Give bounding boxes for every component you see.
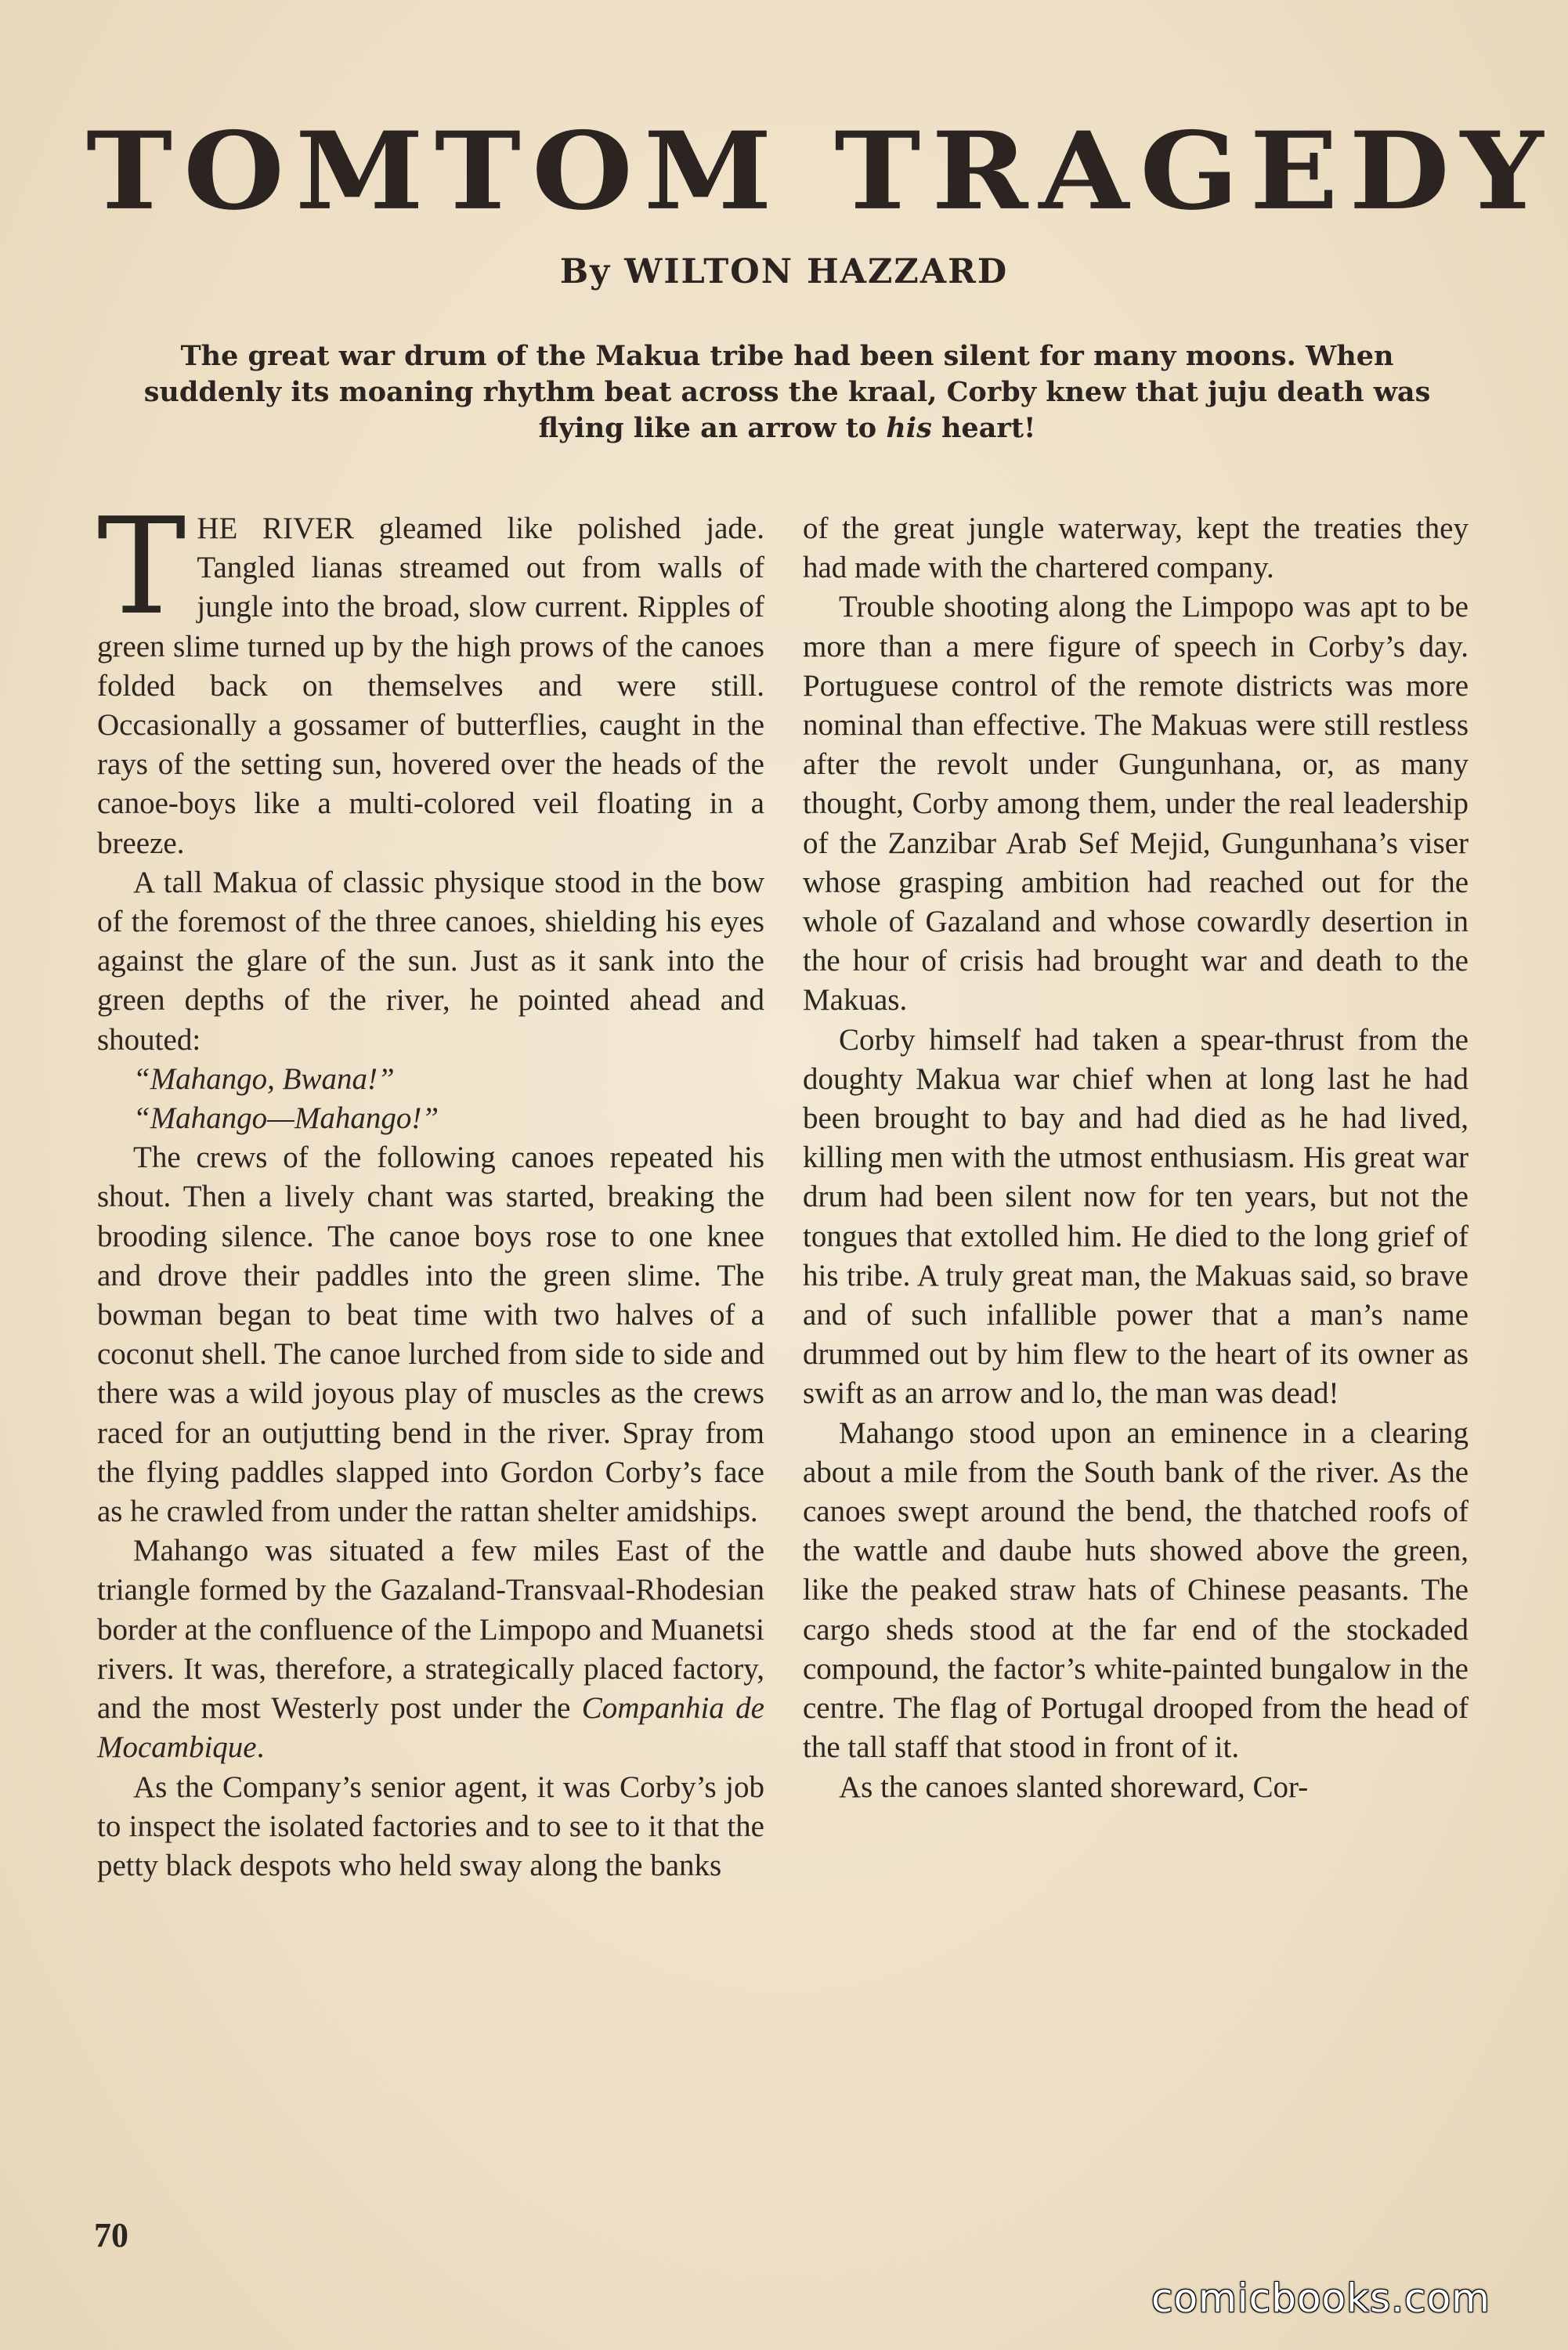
paragraph: of the great jungle waterway, kept the treaties they had made with the chartered company. [803,512,1469,585]
paragraph [97,490,764,863]
paragraph-text-end: . [256,1730,265,1765]
paragraph: A tall Makua of classic physique stood in the bow of the foremost of the three canoes, shielding his eyes against the glare of the sun. Just as it sank into the green depths of the river, he pointed ahead and shouted: [97,865,764,1057]
paragraph: As the Company’s senior agent, it was Corby’s job to inspect the isolated factories and to see to it that the petty black despots who held sway along the banks [97,1770,764,1882]
right-column [803,509,1469,1807]
company-name: Companhia de Mocambique [97,1691,764,1765]
byline-prefix: By [559,252,612,291]
dialogue-line: “Mahango—Mahango!” [133,1101,439,1136]
blurb-text: The great war drum of the Makua tribe had been silent for many moons. When suddenly its moaning rhythm beat across the kraal, Corby knew that juju death was flying like an arrow to [143,340,1431,444]
left-column [97,490,764,1885]
paragraph-text: Mahango was situated a few miles East of the triangle formed by the Gazaland-Transvaal-Rhodesian border at the confluence of the Limpopo and Muanetsi rivers. It was, therefore, a strategically placed factory, and the most Westerly post under the [97,1534,764,1726]
story-title: TOMTOM TRAGEDY [86,108,1555,234]
byline [0,252,1568,291]
paragraph: As the canoes slanted shoreward, Cor- [839,1770,1309,1804]
dialogue-line: “Mahango, Bwana!” [133,1061,395,1096]
paragraph: Corby himself had taken a spear-thrust from the doughty Makua war chief when at long last he had been brought to bay and had died as he had lived, killing men with the utmost enthusiasm. His great war drum had been silent now for ten years, but not the tongues that extolled him. He died to the long grief of his tribe. A truly great man, the Makuas said, so brave and of such infallible power that a man’s name drummed out by him flew to the heart of its owner as swift as an arrow and lo, the man was dead! [803,1022,1469,1411]
paragraph: Trouble shooting along the Limpopo was apt to be more than a mere figure of speech in Corby’s day. Portuguese control of the remote districts was more nominal than effective. The Makuas were still restless after the revolt under Gungunhana, or, as many thought, Corby among them, under the real leadership of the Zanzibar Arab Sef Mejid, Gungunhana’s viser whose grasping ambition had reached out for the whole of Gazaland and whose cowardly desertion in the hour of crisis had brought war and death to the Makuas. [803,590,1469,1018]
drop-cap: T [97,490,186,645]
paragraph: The crews of the following canoes repeated his shout. Then a lively chant was started, breaking the brooding silence. The canoe boys rose to one knee and drove their paddles into the green slime. The bowman began to beat time with two halves of a coconut shell. The canoe lurched from side to side and there was a wild joyous play of muscles as the crews raced for an outjutting bend in the river. Spray from the flying paddles slapped into Gordon Corby’s face as he crawled from under the rattan shelter amidships. [97,1141,764,1529]
blurb-text-end: heart! [931,412,1036,444]
page-number: 70 [94,2216,128,2254]
paragraph [97,1531,764,1767]
paragraph-text: HE RIVER gleamed like polished jade. Tangled lianas streamed out from walls of jungle into the broad, slow current. Ripples of green slime turned up by the high prows of the canoes folded back on themselves and were still. Occasionally a gossamer of butterflies, caught in the rays of the setting sun, hovered over the heads of the canoe-boys like a multi-colored veil floating in a breeze. [97,512,764,860]
paragraph: Mahango stood upon an eminence in a clearing about a mile from the South bank of the river. As the canoes swept around the bend, the thatched roofs of the wattle and daube huts showed above the green, like the peaked straw hats of Chinese peasants. The cargo sheds stood at the far end of the stockaded compound, the factor’s white-painted bungalow in the centre. The flag of Portugal drooped from the head of the tall staff that stood in front of it. [803,1415,1469,1765]
blurb-emphasis: his [886,412,932,444]
story-blurb [133,338,1441,446]
watermark: comicbooks.com [1151,2276,1490,2321]
author-name: WILTON HAZZARD [624,252,1009,291]
